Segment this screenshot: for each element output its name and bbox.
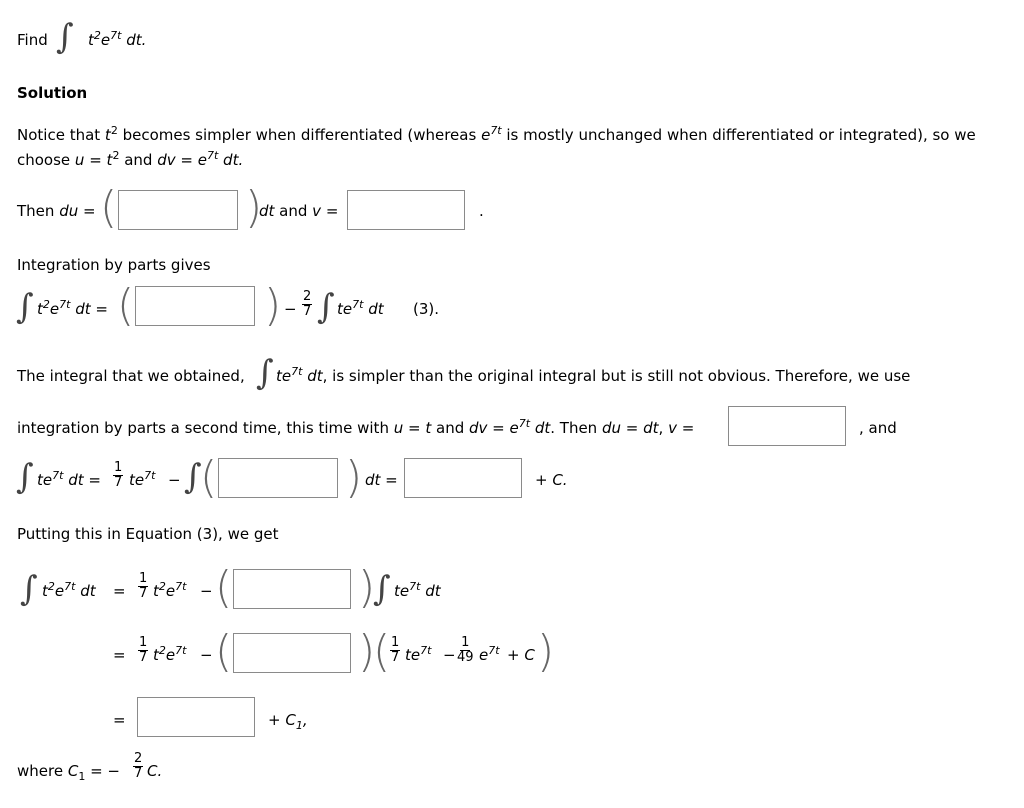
integral-sign-icon: ∫ bbox=[20, 569, 38, 609]
equation-number: (3). bbox=[413, 300, 440, 318]
left-paren: ( bbox=[215, 626, 233, 677]
then-period: . bbox=[479, 202, 484, 220]
final-fraction-1: $\frac{1}{7}$ bbox=[139, 571, 148, 601]
dt-and-v-label: dt and v = bbox=[259, 202, 339, 220]
second-result-input[interactable] bbox=[404, 458, 522, 498]
v2-input[interactable] bbox=[728, 406, 846, 446]
left-paren: ( bbox=[100, 182, 118, 233]
final-input-3[interactable] bbox=[137, 697, 255, 737]
final-t2e7t: $t^2e^{7t}$ bbox=[153, 580, 187, 600]
final-eq-2: = bbox=[113, 646, 126, 664]
final-eq-1: = bbox=[113, 582, 126, 600]
second-eq-dt: dt = bbox=[365, 471, 398, 489]
integral-sign-icon: ∫ bbox=[184, 457, 202, 497]
ibp-label: Integration by parts gives bbox=[17, 256, 211, 274]
ibp-minus: − bbox=[284, 300, 297, 318]
right-paren: ) bbox=[264, 280, 282, 331]
find-line bbox=[17, 31, 48, 49]
final-fraction-4: $\frac{1}{49}$ bbox=[457, 635, 474, 665]
final-fraction-2: $\frac{1}{7}$ bbox=[139, 635, 148, 665]
final-minus-3: − bbox=[443, 646, 456, 664]
right-paren: ) bbox=[345, 452, 363, 503]
left-paren: ( bbox=[200, 452, 218, 503]
second-eq-lhs: $te^{7t}$ dt = bbox=[37, 469, 101, 489]
plus-c: + C. bbox=[535, 471, 568, 489]
final-lhs: $t^2e^{7t}$ dt bbox=[42, 580, 96, 600]
ibp-fraction: $\frac{2}{7}$ bbox=[303, 289, 312, 319]
final-plus-c: + C bbox=[507, 646, 535, 664]
right-paren: ) bbox=[245, 182, 263, 233]
where-fraction: $\frac{2}{7}$ bbox=[134, 751, 143, 781]
ibp-lhs: $t^2e^{7t}$ dt = bbox=[37, 298, 108, 318]
problem-integrand: $t^2e^{7t}$ dt. bbox=[88, 29, 147, 49]
integral-sign-icon: ∫ bbox=[373, 569, 391, 609]
integral-sign-icon: ∫ bbox=[16, 457, 34, 497]
final-te7t: $te^{7t}$ bbox=[405, 644, 432, 664]
final-minus-1: − bbox=[200, 582, 213, 600]
notice-line-1: Notice that $t^2$ becomes simpler when differentiated (whereas $e^{7t}$ is mostly unchanged when differentiated or integrated), so we bbox=[17, 124, 976, 144]
final-fraction-3: $\frac{1}{7}$ bbox=[391, 635, 400, 665]
find-label: Find bbox=[17, 31, 48, 49]
final-t2e7t-2: $t^2e^{7t}$ bbox=[153, 644, 187, 664]
ibp-rhs-integrand: $te^{7t}$ dt bbox=[337, 298, 384, 318]
notice-line-2: choose $u = t^2$ and dv = $e^{7t}$ dt. bbox=[17, 149, 244, 169]
integral-sign-icon: ∫ bbox=[56, 17, 74, 57]
final-input-1[interactable] bbox=[233, 569, 351, 609]
second-eq-minus: − bbox=[168, 471, 181, 489]
left-paren: ( bbox=[215, 562, 233, 613]
right-paren: ) bbox=[537, 626, 555, 677]
final-plus-c1: + $C_1$, bbox=[268, 711, 308, 732]
second-eq-te: $te^{7t}$ bbox=[129, 469, 156, 489]
second-eq-fraction: $\frac{1}{7}$ bbox=[114, 460, 123, 490]
putting-label: Putting this in Equation (3), we get bbox=[17, 525, 279, 543]
right-paren: ) bbox=[358, 562, 376, 613]
where-c: C. bbox=[147, 762, 163, 780]
v-input[interactable] bbox=[347, 190, 465, 230]
final-te-dt: $te^{7t}$ dt bbox=[394, 580, 441, 600]
second-line-2: integration by parts a second time, this time with u = t and dv = $e^{7t}$ dt. Then du = dt, v = bbox=[17, 417, 695, 437]
and-label: , and bbox=[859, 419, 897, 437]
solution-heading: Solution bbox=[17, 84, 88, 102]
final-e7t: $e^{7t}$ bbox=[479, 644, 500, 664]
du-input[interactable] bbox=[118, 190, 238, 230]
second-line-1a: The integral that we obtained, bbox=[17, 367, 245, 385]
second-line-1b: $te^{7t}$ dt, is simpler than the original integral but is still not obvious. Therefore, we use bbox=[276, 365, 911, 385]
second-integrand-input[interactable] bbox=[218, 458, 338, 498]
right-paren: ) bbox=[358, 626, 376, 677]
integral-sign-icon: ∫ bbox=[317, 287, 335, 327]
ibp-input[interactable] bbox=[135, 286, 255, 326]
where-line: where $C_1$ = − bbox=[17, 762, 121, 783]
final-minus-2: − bbox=[200, 646, 213, 664]
integral-sign-icon: ∫ bbox=[256, 353, 274, 393]
left-paren: ( bbox=[117, 280, 135, 331]
left-paren: ( bbox=[373, 626, 391, 677]
final-eq-3: = bbox=[113, 711, 126, 729]
final-input-2[interactable] bbox=[233, 633, 351, 673]
integral-sign-icon: ∫ bbox=[16, 287, 34, 327]
then-du-label: Then du = bbox=[17, 202, 96, 220]
